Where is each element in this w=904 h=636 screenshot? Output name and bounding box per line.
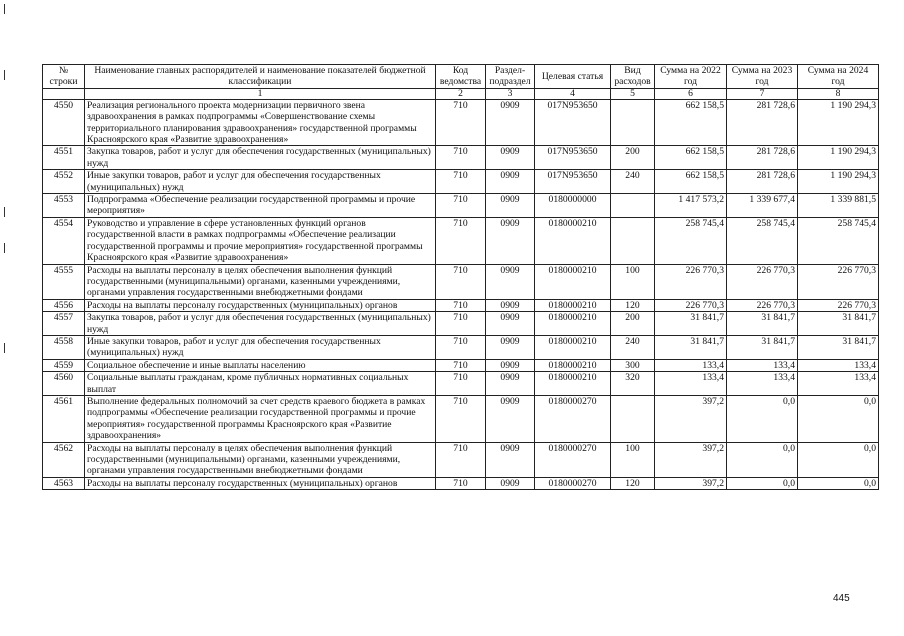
amount-2024: 31 841,7: [798, 312, 879, 336]
amount-2024: 1 190 294,3: [798, 146, 879, 170]
amount-2024: 0,0: [798, 442, 879, 477]
section-code: 0909: [486, 194, 535, 218]
section-code: 0909: [486, 395, 535, 442]
column-number: 8: [798, 88, 879, 99]
expense-type: 120: [611, 477, 655, 489]
amount-2024: 0,0: [798, 477, 879, 489]
table-row: [43, 299, 879, 311]
amount-2022: 31 841,7: [655, 312, 727, 336]
amount-2023: 281 728,6: [727, 99, 798, 146]
target-code: 0180000210: [535, 372, 611, 396]
amount-2024: 1 339 881,5: [798, 194, 879, 218]
target-code: 0180000000: [535, 194, 611, 218]
row-name: Социальные выплаты гражданам, кроме публичных нормативных социальных выплат: [85, 372, 436, 396]
row-name: Расходы на выплаты персоналу государственных (муниципальных) органов: [85, 299, 436, 311]
amount-2022: 133,4: [655, 372, 727, 396]
amount-2023: 0,0: [727, 395, 798, 442]
amount-2023: 226 770,3: [727, 299, 798, 311]
row-name: Расходы на выплаты персоналу в целях обеспечения выполнения функций государственными (муниципальными) органами, казенными учреждениями, органами управления государственными внебюджетными фондами: [85, 264, 436, 299]
column-number-row: [43, 88, 879, 99]
amount-2022: 397,2: [655, 477, 727, 489]
dept-code: 710: [436, 372, 486, 396]
target-code: 0180000270: [535, 477, 611, 489]
amount-2024: 226 770,3: [798, 299, 879, 311]
row-number: 4562: [43, 442, 85, 477]
row-name: Расходы на выплаты персоналу государственных (муниципальных) органов: [85, 477, 436, 489]
amount-2022: 133,4: [655, 359, 727, 371]
dept-code: 710: [436, 194, 486, 218]
expense-type: [611, 395, 655, 442]
margin-mark: [4, 207, 5, 217]
amount-2022: 31 841,7: [655, 335, 727, 359]
row-name: Выполнение федеральных полномочий за счет средств краевого бюджета в рамках подпрограммы «Обеспечение реализации государственной программы и прочие мероприятия» государственной программы Красноярского края «Развитие здравоохранения»: [85, 395, 436, 442]
dept-code: 710: [436, 264, 486, 299]
table-row: [43, 372, 879, 396]
row-number: 4561: [43, 395, 85, 442]
amount-2024: 31 841,7: [798, 335, 879, 359]
amount-2022: 397,2: [655, 442, 727, 477]
header-cell: Код ведомства: [436, 65, 486, 89]
row-number: 4550: [43, 99, 85, 146]
dept-code: 710: [436, 335, 486, 359]
table-row: [43, 170, 879, 194]
column-number: 6: [655, 88, 727, 99]
amount-2023: 281 728,6: [727, 170, 798, 194]
table-row: [43, 146, 879, 170]
amount-2024: 1 190 294,3: [798, 170, 879, 194]
target-code: 0180000210: [535, 264, 611, 299]
amount-2023: 0,0: [727, 477, 798, 489]
table-row: [43, 442, 879, 477]
column-number: 7: [727, 88, 798, 99]
amount-2022: 258 745,4: [655, 217, 727, 264]
dept-code: 710: [436, 217, 486, 264]
expense-type: 200: [611, 146, 655, 170]
header-cell: № строки: [43, 65, 85, 89]
amount-2022: 1 417 573,2: [655, 194, 727, 218]
expense-type: 200: [611, 312, 655, 336]
row-name: Закупка товаров, работ и услуг для обеспечения государственных (муниципальных) нужд: [85, 312, 436, 336]
target-code: 017N953650: [535, 99, 611, 146]
page-number: 445: [833, 593, 850, 604]
header-cell: Раздел-подраздел: [486, 65, 535, 89]
amount-2024: 133,4: [798, 359, 879, 371]
expense-type: 300: [611, 359, 655, 371]
amount-2022: 226 770,3: [655, 264, 727, 299]
expense-type: 320: [611, 372, 655, 396]
target-code: 0180000210: [535, 299, 611, 311]
column-number: 3: [486, 88, 535, 99]
expense-type: 100: [611, 264, 655, 299]
target-code: 0180000210: [535, 217, 611, 264]
table-row: [43, 312, 879, 336]
row-name: Иные закупки товаров, работ и услуг для обеспечения государственных (муниципальных) нужд: [85, 170, 436, 194]
table-row: [43, 335, 879, 359]
amount-2023: 133,4: [727, 372, 798, 396]
row-number: 4563: [43, 477, 85, 489]
section-code: 0909: [486, 99, 535, 146]
target-code: 0180000210: [535, 312, 611, 336]
column-number: 4: [535, 88, 611, 99]
row-name: Социальное обеспечение и иные выплаты населению: [85, 359, 436, 371]
row-number: 4551: [43, 146, 85, 170]
expense-type: 240: [611, 170, 655, 194]
amount-2023: 0,0: [727, 442, 798, 477]
target-code: 0180000270: [535, 395, 611, 442]
amount-2022: 662 158,5: [655, 170, 727, 194]
section-code: 0909: [486, 146, 535, 170]
header-cell: Вид расходов: [611, 65, 655, 89]
section-code: 0909: [486, 372, 535, 396]
margin-mark: [4, 343, 5, 353]
section-code: 0909: [486, 335, 535, 359]
table-row: [43, 477, 879, 489]
target-code: 017N953650: [535, 146, 611, 170]
table-row: [43, 194, 879, 218]
header-cell: Сумма на 2022 год: [655, 65, 727, 89]
amount-2023: 31 841,7: [727, 335, 798, 359]
header-cell: Наименование главных распорядителей и наименование показателей бюджетной классификации: [85, 65, 436, 89]
amount-2023: 31 841,7: [727, 312, 798, 336]
row-name: Закупка товаров, работ и услуг для обеспечения государственных (муниципальных) нужд: [85, 146, 436, 170]
section-code: 0909: [486, 264, 535, 299]
dept-code: 710: [436, 312, 486, 336]
row-number: 4558: [43, 335, 85, 359]
amount-2023: 133,4: [727, 359, 798, 371]
header-cell: Сумма на 2024 год: [798, 65, 879, 89]
section-code: 0909: [486, 299, 535, 311]
amount-2022: 397,2: [655, 395, 727, 442]
amount-2024: 258 745,4: [798, 217, 879, 264]
column-number: 1: [85, 88, 436, 99]
margin-mark: [4, 4, 5, 14]
column-number: 5: [611, 88, 655, 99]
dept-code: 710: [436, 477, 486, 489]
amount-2022: 226 770,3: [655, 299, 727, 311]
amount-2023: 281 728,6: [727, 146, 798, 170]
amount-2024: 0,0: [798, 395, 879, 442]
row-name: Руководство и управление в сфере установленных функций органов государственной власти в рамках подпрограммы «Обеспечение реализации государственной программы и прочие мероприятия» государственной программы Красноярского края «Развитие здравоохранения»: [85, 217, 436, 264]
margin-mark: [4, 243, 5, 253]
row-number: 4556: [43, 299, 85, 311]
dept-code: 710: [436, 359, 486, 371]
amount-2024: 226 770,3: [798, 264, 879, 299]
amount-2023: 226 770,3: [727, 264, 798, 299]
header-cell: Сумма на 2023 год: [727, 65, 798, 89]
amount-2024: 1 190 294,3: [798, 99, 879, 146]
target-code: 017N953650: [535, 170, 611, 194]
table-row: [43, 395, 879, 442]
dept-code: 710: [436, 170, 486, 194]
target-code: 0180000210: [535, 335, 611, 359]
header-row: [43, 65, 879, 89]
section-code: 0909: [486, 359, 535, 371]
expense-type: [611, 194, 655, 218]
target-code: 0180000210: [535, 359, 611, 371]
expense-type: 240: [611, 335, 655, 359]
row-number: 4552: [43, 170, 85, 194]
dept-code: 710: [436, 146, 486, 170]
row-number: 4555: [43, 264, 85, 299]
row-number: 4559: [43, 359, 85, 371]
row-number: 4560: [43, 372, 85, 396]
row-name: Иные закупки товаров, работ и услуг для обеспечения государственных (муниципальных) нужд: [85, 335, 436, 359]
section-code: 0909: [486, 217, 535, 264]
target-code: 0180000270: [535, 442, 611, 477]
dept-code: 710: [436, 395, 486, 442]
dept-code: 710: [436, 99, 486, 146]
expense-type: [611, 217, 655, 264]
margin-mark: [4, 70, 5, 80]
row-number: 4557: [43, 312, 85, 336]
column-number: 2: [436, 88, 486, 99]
row-name: Расходы на выплаты персоналу в целях обеспечения выполнения функций государственными (муниципальными) органами, казенными учреждениями, органами управления государственными внебюджетными фондами: [85, 442, 436, 477]
row-number: 4554: [43, 217, 85, 264]
expense-type: 100: [611, 442, 655, 477]
section-code: 0909: [486, 170, 535, 194]
section-code: 0909: [486, 312, 535, 336]
row-number: 4553: [43, 194, 85, 218]
section-code: 0909: [486, 442, 535, 477]
expense-type: [611, 99, 655, 146]
dept-code: 710: [436, 299, 486, 311]
table-row: [43, 264, 879, 299]
column-number: [43, 88, 85, 99]
section-code: 0909: [486, 477, 535, 489]
budget-table: [42, 64, 879, 490]
row-name: Подпрограмма «Обеспечение реализации государственной программы и прочие мероприятия»: [85, 194, 436, 218]
amount-2024: 133,4: [798, 372, 879, 396]
amount-2023: 258 745,4: [727, 217, 798, 264]
amount-2022: 662 158,5: [655, 146, 727, 170]
dept-code: 710: [436, 442, 486, 477]
header-cell: Целевая статья: [535, 65, 611, 89]
row-name: Реализация регионального проекта модернизации первичного звена здравоохранения в рамках подпрограммы «Совершенствование схемы территориального планирования здравоохранения» государственной программы Красноярского края «Развитие здравоохранения»: [85, 99, 436, 146]
expense-type: 120: [611, 299, 655, 311]
table-row: [43, 217, 879, 264]
table-row: [43, 359, 879, 371]
amount-2022: 662 158,5: [655, 99, 727, 146]
table-row: [43, 99, 879, 146]
amount-2023: 1 339 677,4: [727, 194, 798, 218]
